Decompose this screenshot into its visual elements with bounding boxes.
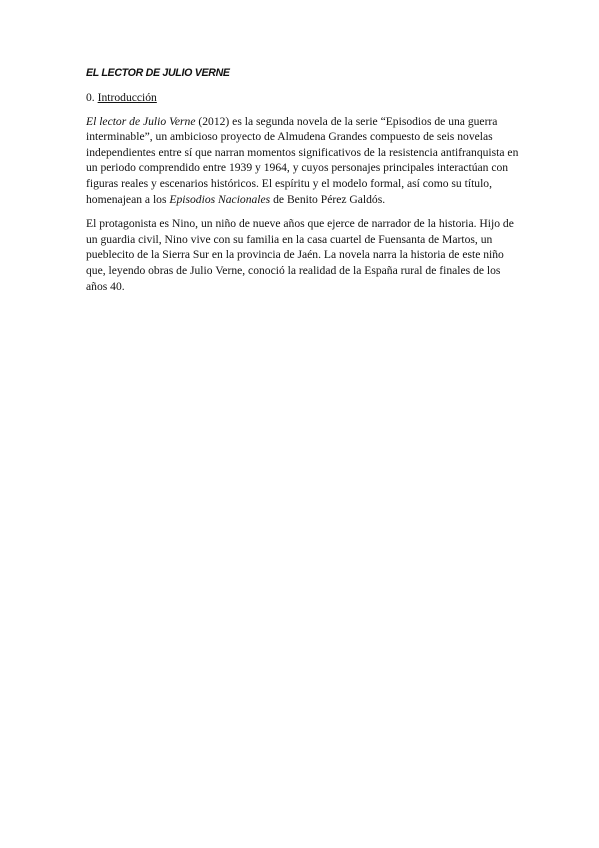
section-heading [86, 90, 526, 106]
document-body [86, 66, 526, 303]
paragraph-protagonist: El protagonista es Nino, un niño de nueve años que ejerce de narrador de la historia. Hijo de un guardia civil, Nino vive con su familia en la casa cuartel de Fuensanta de Martos, un pueblecito de la Sierra Sur en la provincia de Jaén. La novela narra la historia de este niño que, leyendo obras de Julio Verne, conoció la realidad de la España rural de finales de los años 40. [86, 217, 514, 293]
episodios-nacionales-title: Episodios Nacionales [169, 192, 271, 206]
section-number: 0. [86, 91, 95, 104]
book-title: El lector de Julio Verne [86, 114, 196, 128]
paragraph-intro-text-b: de Benito Pérez Galdós. [270, 192, 386, 206]
document-title: EL LECTOR DE JULIO VERNE [86, 67, 230, 79]
paragraph-intro [86, 114, 524, 208]
paragraph-intro-text-a: (2012) es la segunda novela de la serie “Episodios de una guerra interminable”, un ambicioso proyecto de Almudena Grandes compuesto de seis novelas independientes entre sí que narran momentos significativos de la resistencia antifranquista en un periodo comprendido entre 1939 y 1964, y cuyos personajes principales interactúan con figuras reales y escenarios históricos. El espíritu y el modelo formal, así como su título, homenajean a los [86, 114, 519, 206]
section-heading-text: Introducción [97, 91, 157, 104]
